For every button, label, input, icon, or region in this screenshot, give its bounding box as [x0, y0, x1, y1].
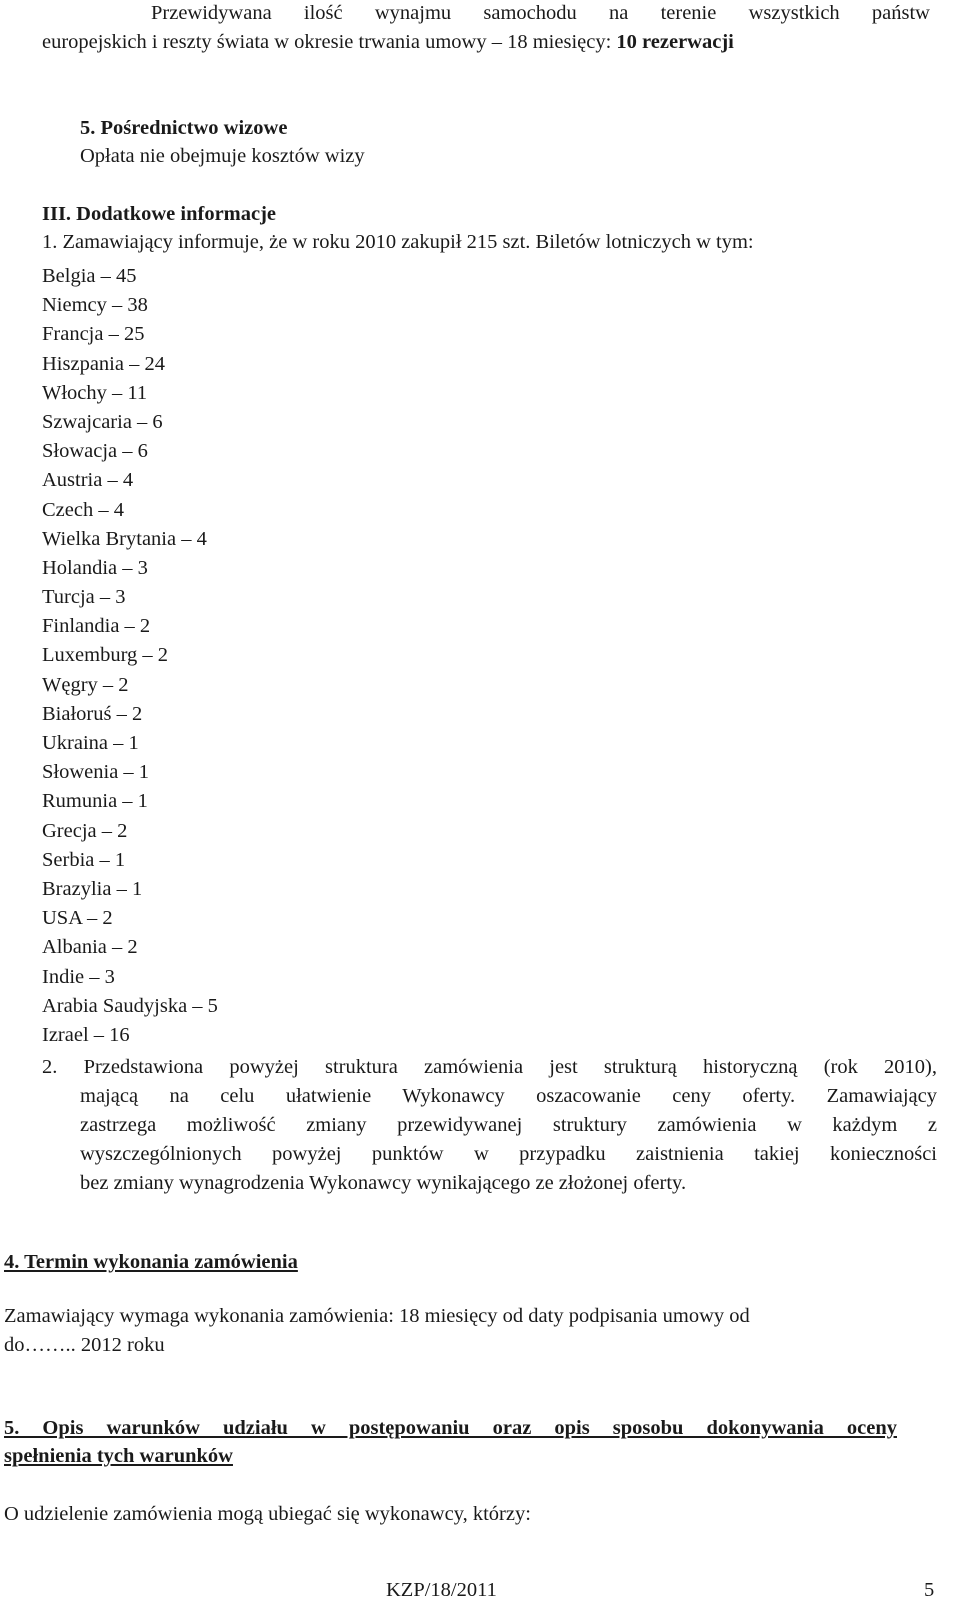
country-list-item: Białoruś – 2: [42, 702, 143, 725]
country-list-item: USA – 2: [42, 907, 113, 930]
reservation-count: 10 rezerwacji: [616, 31, 734, 53]
country-list-item: Francja – 25: [42, 323, 145, 346]
country-list-item: Niemcy – 38: [42, 294, 148, 317]
country-ticket-list: [42, 262, 218, 1050]
page-number: 5: [924, 1579, 935, 1601]
country-list-item: Słowacja – 6: [42, 440, 148, 463]
additional-item-1: 1. Zamawiający informuje, że w roku 2010 zakupił 215 szt. Biletów lotniczych w tym:: [42, 231, 754, 253]
country-list-item: Albania – 2: [42, 936, 138, 959]
additional-info-heading: III. Dodatkowe informacje: [42, 203, 277, 225]
section-4-heading: 4. Termin wykonania zamówienia: [4, 1251, 298, 1273]
country-list-item: Brazylia – 1: [42, 877, 143, 900]
country-list-item: Węgry – 2: [42, 673, 129, 696]
country-list-item: Arabia Saudyjska – 5: [42, 994, 218, 1017]
country-list-item: Słowenia – 1: [42, 761, 150, 784]
country-list-item: Hiszpania – 24: [42, 352, 165, 375]
section-5-text: O udzielenie zamówienia mogą ubiegać się wykonawcy, którzy:: [4, 1503, 531, 1525]
intro-line-2-text: europejskich i reszty świata w okresie trwania umowy – 18 miesięcy:: [42, 31, 617, 53]
intro-line-2: [42, 30, 734, 54]
country-list-item: Austria – 4: [42, 469, 134, 492]
country-list-item: Serbia – 1: [42, 848, 126, 871]
footer-reference: KZP/18/2011: [386, 1579, 497, 1601]
country-list-item: Czech – 4: [42, 498, 124, 521]
visa-text: Opłata nie obejmuje kosztów wizy: [80, 145, 365, 167]
item-2-line-1: 2. Przedstawiona powyżej struktura zamówienia jest strukturą historyczną (rok 2010),: [42, 1056, 937, 1078]
country-list-item: Ukraina – 1: [42, 732, 139, 754]
country-list-item: Szwajcaria – 6: [42, 410, 163, 433]
item-2-line-2: mającą na celu ułatwienie Wykonawcy oszacowanie ceny oferty. Zamawiający: [80, 1085, 937, 1107]
country-list-item: Wielka Brytania – 4: [42, 527, 207, 550]
country-list-item: Izrael – 16: [42, 1023, 130, 1046]
country-list-item: Grecja – 2: [42, 819, 128, 842]
section-4-line-1: Zamawiający wymaga wykonania zamówienia: 18 miesięcy od daty podpisania umowy od: [4, 1305, 750, 1327]
section-5-heading-line-2: spełnienia tych warunków: [4, 1445, 233, 1467]
country-list-item: Turcja – 3: [42, 586, 126, 609]
country-list-item: Holandia – 3: [42, 556, 148, 579]
section-4-line-2: do…….. 2012 roku: [4, 1334, 165, 1356]
item-2-line-3: zastrzega możliwość zmiany przewidywanej struktury zamówienia w każdym z: [80, 1114, 937, 1136]
country-list-item: Luxemburg – 2: [42, 644, 169, 667]
country-list-item: Indie – 3: [42, 965, 115, 988]
visa-heading: 5. Pośrednictwo wizowe: [80, 117, 288, 139]
country-list-item: Włochy – 11: [42, 381, 148, 404]
country-list-item: Finlandia – 2: [42, 615, 151, 638]
item-2-line-5: bez zmiany wynagrodzenia Wykonawcy wynikającego ze złożonej oferty.: [80, 1172, 687, 1194]
country-list-item: Rumunia – 1: [42, 790, 148, 813]
intro-line-1: Przewidywana ilość wynajmu samochodu na terenie wszystkich państw: [151, 2, 930, 24]
section-5-heading-line-1: 5. Opis warunków udziału w postępowaniu oraz opis sposobu dokonywania oceny: [4, 1417, 897, 1439]
country-list-item: Belgia – 45: [42, 265, 137, 287]
item-2-line-4: wyszczególnionych powyżej punktów w przypadku zaistnienia takiej konieczności: [80, 1143, 937, 1165]
